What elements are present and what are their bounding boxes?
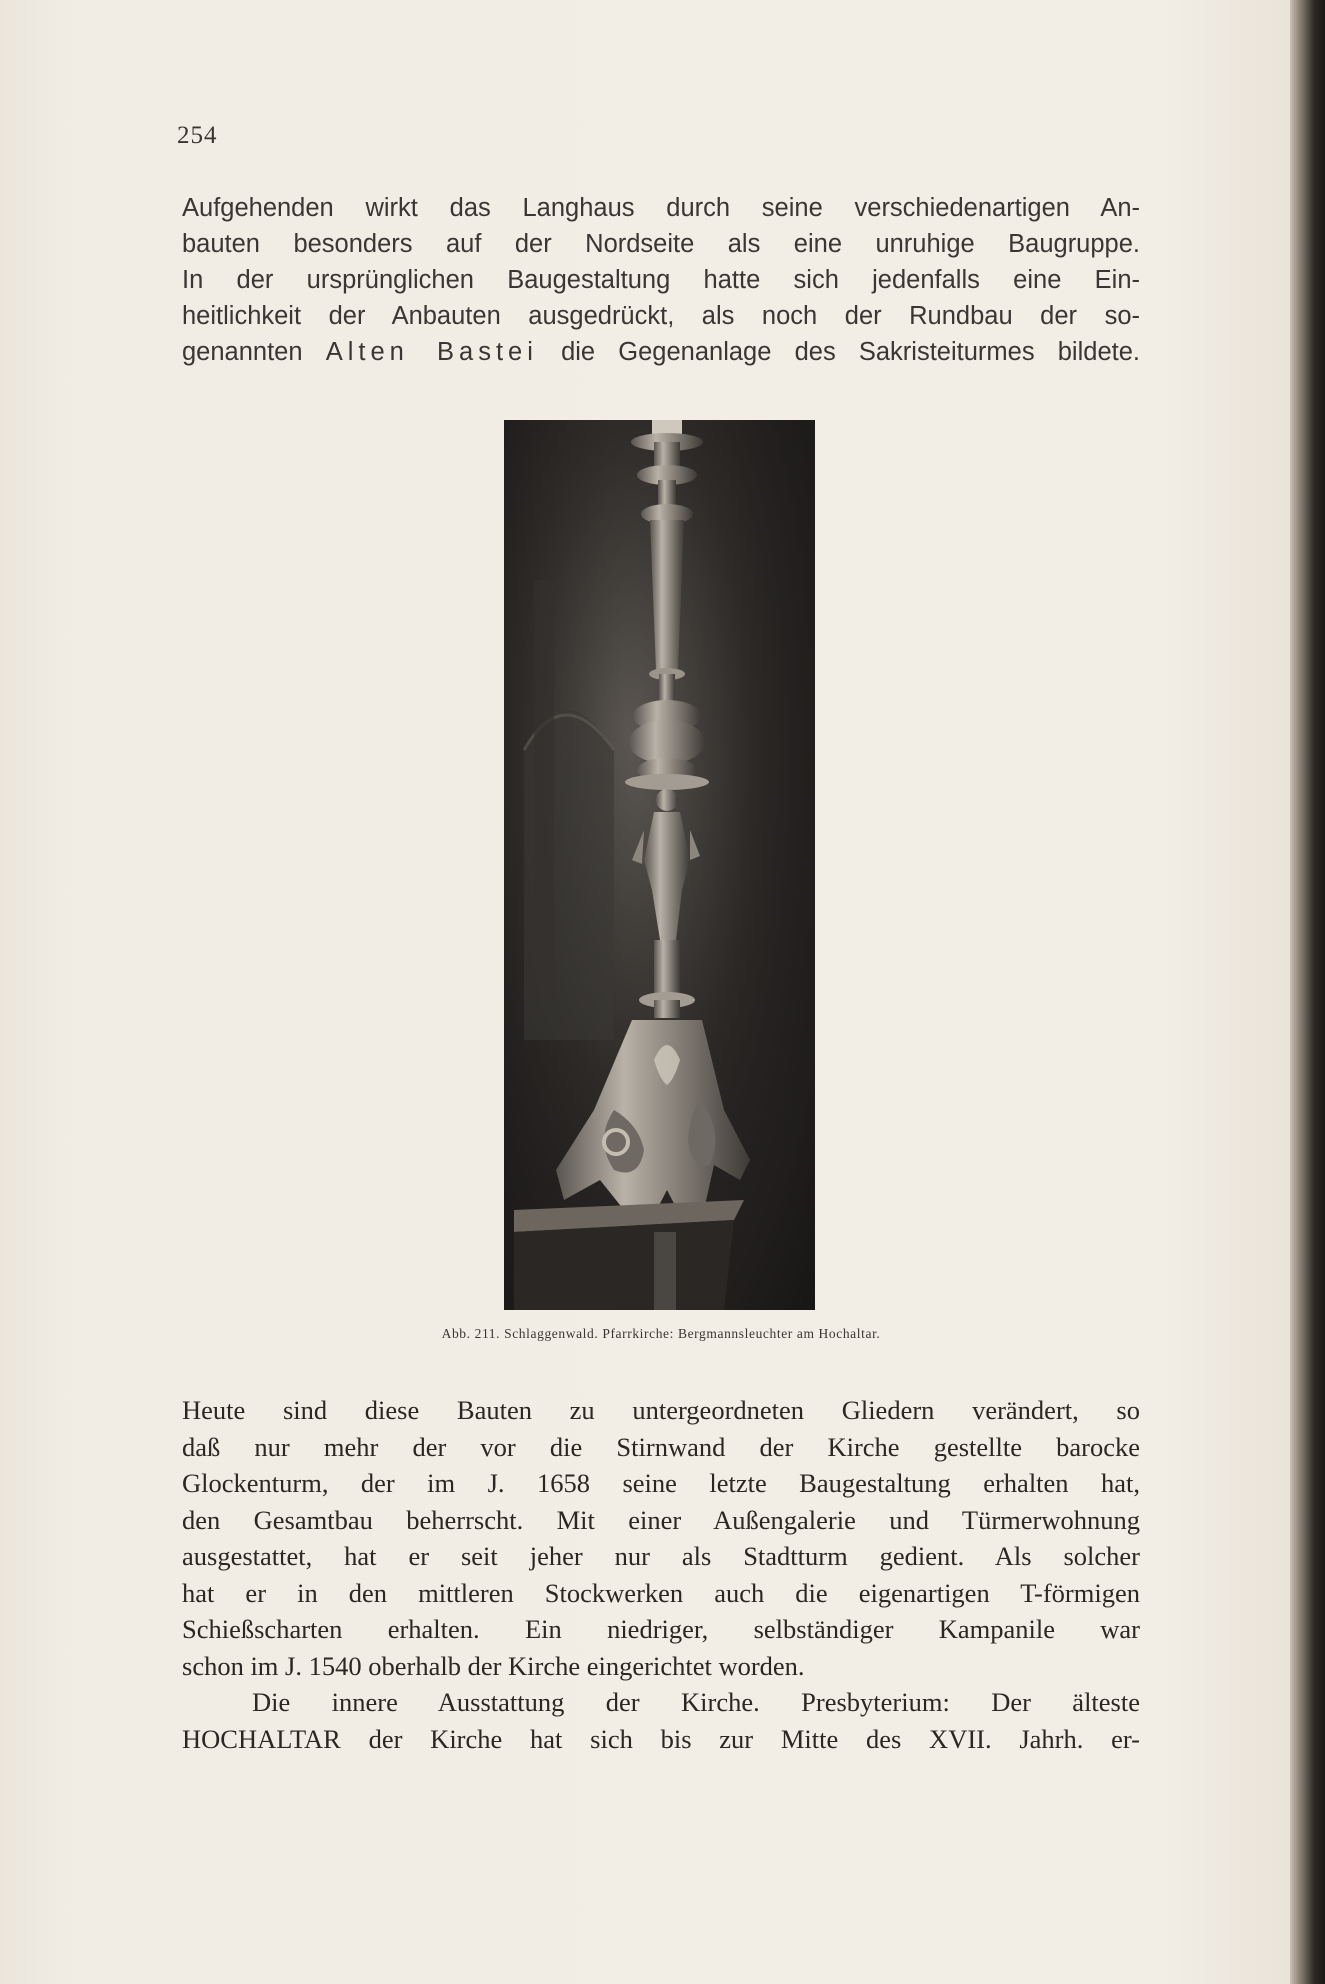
- top-paragraph: [182, 190, 1140, 370]
- text-line: Die innere Ausstattung der Kirche. Presbyterium: Der älteste: [252, 1687, 1140, 1717]
- text-line: In der ursprünglichen Baugestaltung hatte sich jedenfalls eine Ein-: [182, 266, 1140, 294]
- text-line: Aufgehenden wirkt das Langhaus durch seine verschiedenartigen An-: [182, 194, 1140, 222]
- binding-shadow: [1290, 0, 1325, 1984]
- text-line: HOCHALTAR der Kirche hat sich bis zur Mitte des XVII. Jahrh. er-: [182, 1723, 1140, 1754]
- text-line: den Gesamtbau beherrscht. Mit einer Außengalerie und Türmerwohnung: [182, 1504, 1140, 1535]
- text-span: die Gegenanlage des Sakristeiturmes bildete.: [537, 338, 1140, 366]
- text-line: schon im J. 1540 oberhalb der Kirche eingerichtet worden.: [182, 1650, 805, 1681]
- candlestick-photo-icon: [504, 420, 815, 1310]
- figure-photo: [504, 420, 815, 1310]
- text-span: genannten: [182, 338, 326, 366]
- page-number: 254: [177, 122, 218, 149]
- bottom-paragraph: [182, 1392, 1140, 1757]
- text-line: Heute sind diese Bauten zu untergeordneten Gliedern verändert, so: [182, 1395, 1140, 1425]
- text-line: ausgestattet, hat er seit jeher nur als Stadtturm gedient. Als solcher: [182, 1541, 1140, 1571]
- text-line: [182, 334, 1140, 370]
- figure-caption: Abb. 211. Schlaggenwald. Pfarrkirche: Bergmannsleuchter am Hochaltar.: [441, 1326, 881, 1341]
- text-line: daß nur mehr der vor die Stirnwand der Kirche gestellte barocke: [182, 1431, 1140, 1462]
- text-line: Glockenturm, der im J. 1658 seine letzte Baugestaltung erhalten hat,: [182, 1468, 1140, 1498]
- text-line: bauten besonders auf der Nordseite als eine unruhige Baugruppe.: [182, 230, 1140, 258]
- text-line: Schießscharten erhalten. Ein niedriger, selbständiger Kampanile war: [182, 1614, 1140, 1644]
- spaced-term: Alten Bastei: [325, 338, 538, 366]
- text-line: hat er in den mittleren Stockwerken auch die eigenartigen T-förmigen: [182, 1577, 1140, 1608]
- text-line: heitlichkeit der Anbauten ausgedrückt, als noch der Rundbau der so-: [182, 302, 1140, 330]
